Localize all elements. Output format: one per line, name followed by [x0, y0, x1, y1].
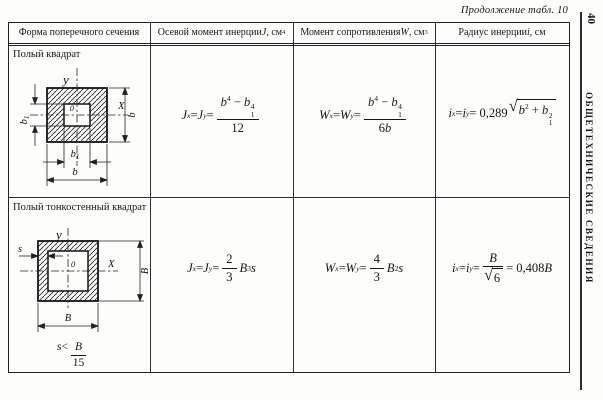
- diagram-hollow-square: [16, 56, 148, 194]
- wall-thickness-label: s: [18, 244, 23, 255]
- margin-rule: [580, 12, 582, 390]
- header-shape: Форма поперечного сечения: [18, 27, 140, 39]
- chapter-side-title: ОБЩЕТЕХНИЧЕСКИЕ СВЕДЕНИЯ: [584, 92, 594, 284]
- dim-inner-height-label: b1: [19, 115, 31, 125]
- header-moment-of-inertia: Осевой момент инерции J , см 4: [157, 27, 286, 39]
- page-number: 40: [585, 13, 597, 24]
- diagram-thin-walled-square: [14, 226, 158, 344]
- table-continuation-label: Продолжение табл. 10: [460, 5, 568, 16]
- wall-thickness-note: s < $\frac{B}{15}$: [56, 341, 85, 370]
- shape-label-thin-walled-square: Полый тонкостенный квадрат: [13, 202, 147, 213]
- formula-radius-thin-walled: i x = i y = B √ 6 = 0,408 B: [451, 250, 553, 285]
- header-section-modulus: Момент сопротивления W , см 3: [300, 27, 428, 39]
- dim-outer-width-label: b: [72, 167, 78, 178]
- y-axis-label: y: [63, 72, 69, 87]
- formula-modulus-thin-walled: W x = W y = $\frac{4}{3}$ B 2 s: [324, 252, 404, 284]
- dim-inner-width-label: b1: [70, 149, 80, 161]
- formula-radius-hollow-square: i x = i y = 0,289 √ $b^2 + b$ 2 1: [436, 92, 568, 134]
- x-axis-label: X: [118, 101, 125, 112]
- origin-label: 0: [69, 103, 74, 113]
- dim-height-label: B: [140, 267, 151, 275]
- y-axis-label: y: [56, 227, 62, 242]
- formula-inertia-thin-walled: J x = J y = $\frac{2}{3}$ B 3 s: [187, 252, 256, 284]
- formula-modulus-hollow-square: W x = W y = $b^4 - b$ 4 1 6b: [294, 92, 434, 138]
- dim-outer-height-label: b: [127, 112, 138, 118]
- header-radius-of-gyration: Радиус инерции i , см: [458, 27, 546, 39]
- row-separator: [8, 197, 570, 198]
- origin-label: 0: [71, 259, 76, 269]
- dim-width-label: B: [64, 313, 72, 324]
- formula-inertia-hollow-square: J x = J y = $b^4 - b$ 4 1 12: [151, 92, 292, 138]
- shape-label-hollow-square: Полый квадрат: [13, 49, 81, 60]
- x-axis-label: X: [108, 259, 115, 270]
